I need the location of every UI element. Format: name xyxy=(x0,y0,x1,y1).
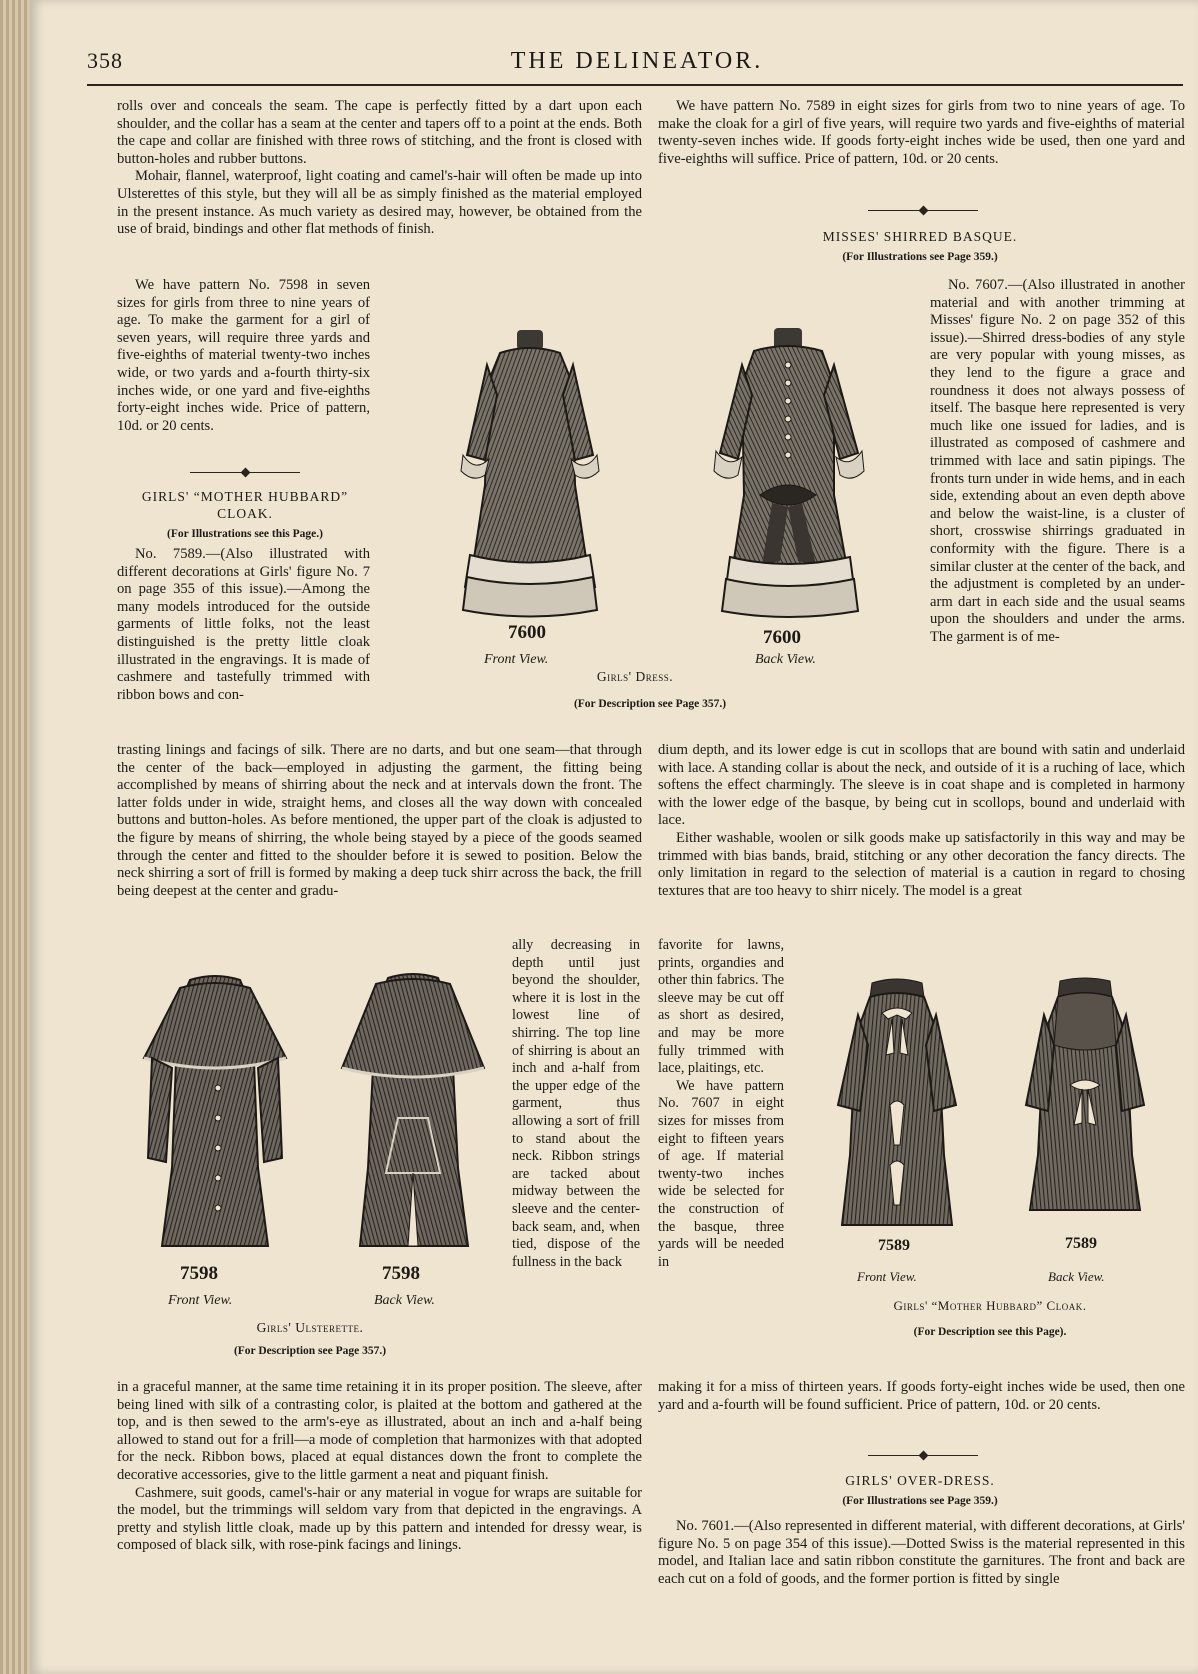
paragraph: We have pattern No. 7598 in seven sizes for girls from three to nine years of age. To make the garment for a girl of seven years, will require three yards and five-eighths of material twenty-two inches wide, or two yards and a-fourth thirty-six inches wide, or one yard and five-eighths forty-eight inches wide. Price of pattern, 10d. or 20 cents. xyxy=(117,277,370,434)
basque-end-text xyxy=(658,1379,1185,1414)
paragraph: trasting linings and facings of silk. There are no darts, and but one seam—that through the center of the back—employed in adjusting the garment, the fitting being accomplished by means of shirring about the neck and at intervals down the front. The latter folds under in wide, straight hems, and closes all the way down with concealed buttons and button-holes. As before mentioned, the upper part of the cloak is adjusted to the figure by means of shirring, the whole being stayed by a piece of the goods seamed through the center and fitted to the shoulder before it is sewed to position. Below the neck shirring a sort of frill is formed by making a deep tuck shirr across the back, the frill being deepest at the center and gradu- xyxy=(117,742,642,899)
heading-subtitle: (For Illustrations see Page 359.) xyxy=(842,251,998,263)
paragraph: Mohair, flannel, waterproof, light coating and camel's-hair will often be made up into Ulsterettes of this style, but they will all be as simply finished as the material employed in the present instance. As much variety as desired may, however, be obtained from the use of braid, bindings and other flat methods of finish. xyxy=(117,168,642,238)
section-ornament xyxy=(190,470,300,476)
paragraph: Either washable, woolen or silk goods make up satisfactorily in this way and may be trimmed with bias bands, braid, stitching or any other decoration the fancy directs. The only limitation in regard to the selection of material is a caution in regard to chosing textures that are too heavy to shirr nicely. The model is a great xyxy=(658,829,1185,899)
figure-description-ref: (For Description see this Page). xyxy=(913,1326,1067,1338)
dress-front-engraving xyxy=(455,325,605,625)
heading-line: CLOAK. xyxy=(217,506,273,521)
cloak-front-engraving xyxy=(832,975,962,1235)
basque-wide-text xyxy=(658,742,1185,900)
figure-view-label: Back View. xyxy=(374,1293,435,1308)
paragraph: ally decreasing in depth until just beyond the shoulder, where it is lost in the lowest line of shirring. The top line of shirring is about an inch and a-half from the upper edge of the garment, thus allowing a sort of frill to stand about the neck. Ribbon strings are tacked about midway between the sleeve and the center-back seam, and, when tied, dispose of the fullness in the back xyxy=(512,937,640,1270)
paragraph: in a graceful manner, at the same time retaining it in its proper position. The sleeve, after being lined with silk of a contrasting color, is plaited at the bottom and gathered at the top, and is then sewed to the arm's-eye as illustrated, about an inch and a-half being allowed to stand out for a frill—a mode of completion that harmonizes with that adopted for the neck. Ribbon bows, placed at equal distances down the front to complete the decorative accessories, give to the little garment a neat and piquant finish. xyxy=(117,1379,642,1483)
left-column-narrow-text xyxy=(117,277,370,435)
figure-number: 7600 xyxy=(763,627,801,648)
figure-description-ref: (For Description see Page 357.) xyxy=(233,1345,387,1357)
page-header xyxy=(87,48,1187,82)
dress-back-engraving xyxy=(702,325,877,625)
figure-number: 7589 xyxy=(1065,1235,1097,1252)
paragraph: making it for a miss of thirteen years. If goods forty-eight inches wide be used, then one yard and a-fourth will be found sufficient. Price of pattern, 10d. or 20 cents. xyxy=(658,1379,1185,1413)
figure-view-label: Back View. xyxy=(755,652,816,667)
figure-caption: Girls' Dress. xyxy=(596,669,674,684)
figure-view-label: Front View. xyxy=(168,1293,233,1308)
paragraph: We have pattern No. 7589 in eight sizes for girls from two to nine years of age. To make the cloak for a girl of five years, will require two yards and five-eighths of material twenty-seven inches wide. If goods forty-eight inches wide be used, then one yard and five-eighths will suffice. Price of pattern, 10d. or 20 cents. xyxy=(658,98,1185,167)
mother-hubbard-narrow-text xyxy=(117,546,370,704)
basque-column-text xyxy=(658,937,784,1271)
mother-hubbard-wide-text xyxy=(117,742,642,900)
adjacent-pages-edge xyxy=(0,0,30,1674)
mother-hubbard-end-text xyxy=(117,1379,642,1555)
mother-hubbard-column-text xyxy=(512,937,640,1271)
heading-line: GIRLS' OVER-DRESS. xyxy=(845,1473,995,1488)
overdress-text xyxy=(658,1518,1185,1588)
figure-caption: Girls' “Mother Hubbard” Cloak. xyxy=(893,1298,1087,1313)
figure-view-label: Front View. xyxy=(857,1269,917,1284)
figure-view-label: Back View. xyxy=(1048,1269,1105,1284)
figure-number: 7598 xyxy=(180,1263,218,1284)
left-column-top-text xyxy=(117,98,642,239)
heading-line: MISSES' SHIRRED BASQUE. xyxy=(822,229,1018,244)
ulsterette-front-engraving xyxy=(140,968,290,1258)
section-heading-overdress xyxy=(720,1472,1120,1510)
page-number: 358 xyxy=(87,48,123,73)
paragraph: We have pattern No. 7607 in eight sizes for misses from eight to fifteen years of age. If material twenty-two inches wide be selected for the construction of the basque, three yards will be needed in xyxy=(658,1077,784,1270)
figure-description-ref: (For Description see Page 357.) xyxy=(573,698,727,710)
figure-number: 7600 xyxy=(508,622,546,643)
cloak-back-engraving xyxy=(1020,975,1150,1235)
paragraph: No. 7589.—(Also illustrated with different decorations at Girls' figure No. 7 on page 355 of this issue).—Among the many models introduced for the outside garments of little folks, not the least distinguished is the pretty little cloak illustrated in the engravings. It is made of cashmere and tastefully trimmed with ribbon bows and con- xyxy=(117,546,370,703)
ulsterette-back-engraving xyxy=(338,968,488,1258)
section-heading-mother-hubbard xyxy=(110,488,380,543)
section-heading-basque xyxy=(720,228,1120,266)
paragraph: dium depth, and its lower edge is cut in scollops that are bound with satin and underlaid with lace. A standing collar is about the neck, and outside of it is a ruching of lace, which softens the effect charmingly. The sleeve is in coat shape and is completed in harmony with the lower edge of the basque, by being cut in scollops, bound and underlaid with lace. xyxy=(658,742,1185,829)
basque-text xyxy=(930,277,1185,646)
heading-subtitle: (For Illustrations see Page 359.) xyxy=(842,1495,998,1507)
heading-subtitle: (For Illustrations see this Page.) xyxy=(167,528,323,540)
paragraph: No. 7607.—(Also illustrated in another material and with another trimming at Misses' figure No. 2 on page 352 of this issue).—Shirred dress-bodies of any style are very popular with young misses, as they lend to the figure a grace and roundness it does not always possess of itself. The basque here represented is very much like one issued for ladies, and is illustrated as composed of cashmere and trimmed with lace and satin pipings. The fronts turn under in wide hems, and in each side, extending about an even depth above and below the waist-line, is a cluster of short, crosswise shirrings graduated in conformity with the figure. There is a similar cluster at the center of the back, and the adjustment is completed by an under-arm dart in each side and the usual seams upon the shoulders and under the arms. The garment is of me- xyxy=(930,277,1185,645)
paragraph: No. 7601.—(Also represented in different material, with different decorations, at Girls' figure No. 5 on page 354 of this issue).—Dotted Swiss is the material represented in this model, and Italian lace and satin ribbon constitute the garnitures. The front and back are each cut on a fold of goods, and the former portion is fitted by single xyxy=(658,1518,1185,1587)
figure-view-label: Front View. xyxy=(484,652,549,667)
section-ornament xyxy=(868,1453,978,1459)
paragraph: rolls over and conceals the seam. The cape is perfectly fitted by a dart upon each shoulder, and the collar has a seam at the center and tapers off to a point at the ends. Both the cape and collar are finished with three rows of stitching, and the front is closed with button-holes and rubber buttons. xyxy=(117,98,642,167)
masthead: THE DELINEATOR. xyxy=(510,48,764,74)
right-column-top-text xyxy=(658,98,1185,168)
figure-number: 7589 xyxy=(878,1237,910,1254)
figure-caption: Girls' Ulsterette. xyxy=(256,1320,364,1335)
figure-number: 7598 xyxy=(382,1263,420,1284)
paragraph: favorite for lawns, prints, organdies and other thin fabrics. The sleeve may be cut off as short as desired, and may be more fully trimmed with lace, plaitings, etc. xyxy=(658,937,784,1077)
section-ornament xyxy=(868,208,978,214)
heading-line: GIRLS' “MOTHER HUBBARD” xyxy=(141,489,349,504)
header-rule xyxy=(87,84,1183,86)
paragraph: Cashmere, suit goods, camel's-hair or any material in vogue for wraps are suitable for the model, but the trimmings will seldom vary from that depicted in the engravings. A pretty and stylish little cloak, made up by this pattern and intended for dressy wear, is composed of black silk, with rose-pink facings and linings. xyxy=(117,1484,642,1554)
